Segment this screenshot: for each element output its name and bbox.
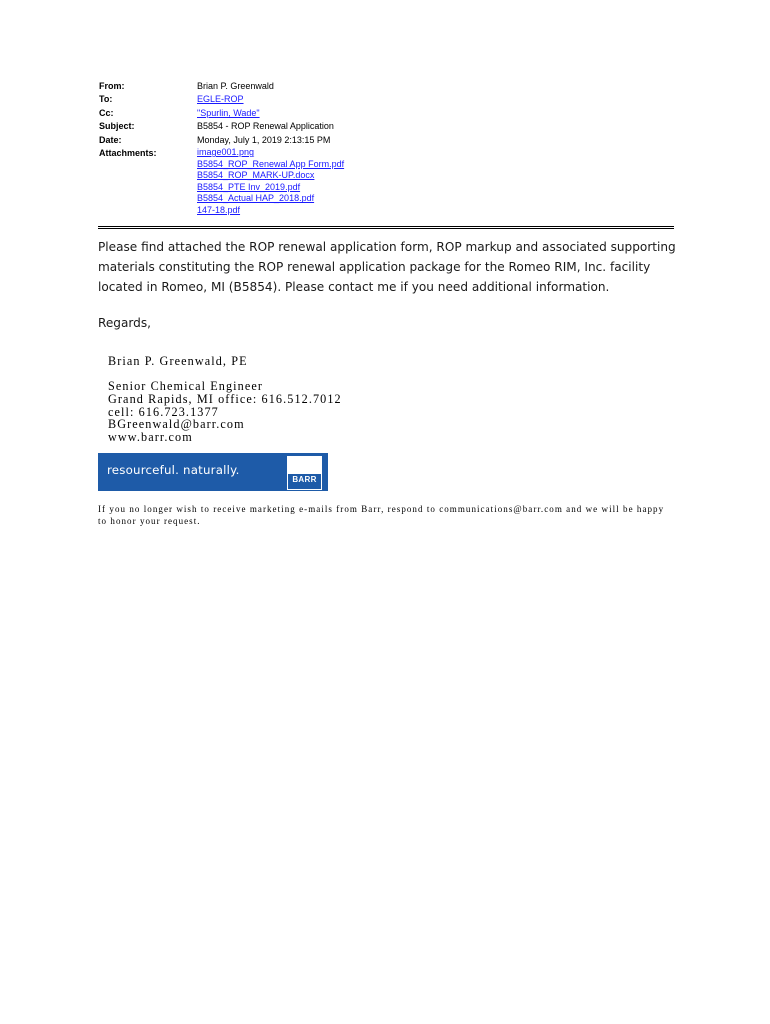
attachment-link[interactable]: B5854_PTE Inv_2019.pdf [197, 181, 301, 192]
email-body-paragraph: Please find attached the ROP renewal application form, ROP markup and associated supporting materials constituting the ROP renewal application package for the Romeo RIM, Inc. facility located in Romeo, MI (B5854). Please contact me if you need additional information. [98, 240, 676, 295]
from-row [99, 80, 679, 93]
signature-office: Grand Rapids, MI office: 616.512.7012 [108, 391, 342, 406]
banner-tagline: resourceful. naturally. [107, 463, 240, 477]
to-row [99, 93, 679, 106]
from-label: From: [99, 81, 125, 91]
signature-title: Senior Chemical Engineer [108, 379, 264, 393]
subject-row [99, 120, 679, 133]
attachment-link[interactable]: 147-18.pdf [197, 205, 241, 215]
header-divider [98, 226, 674, 229]
attachments-label: Attachments: [99, 148, 157, 159]
to-label: To: [99, 94, 113, 105]
date-value: Monday, July 1, 2019 2:13:15 PM [197, 134, 331, 145]
email-header [99, 80, 679, 217]
subject-value: B5854 - ROP Renewal Application [197, 121, 334, 132]
barr-banner [98, 453, 328, 491]
attachment-link[interactable]: B5854_ROP_MARK-UP.docx [197, 170, 315, 181]
date-row [99, 134, 679, 147]
attachment-link[interactable]: image001.png [197, 147, 255, 158]
barr-logo-text: BARR [292, 475, 317, 484]
signature-email: BGreenwald@barr.com [108, 417, 245, 432]
from-value: Brian P. Greenwald [197, 81, 274, 91]
cc-link[interactable]: "Spurlin, Wade" [197, 107, 260, 118]
signature-website: www.barr.com [108, 430, 193, 445]
cc-row [99, 107, 679, 120]
subject-label: Subject: [99, 121, 135, 132]
barr-logo [287, 456, 322, 490]
attachments-list [197, 147, 679, 217]
signature-name: Brian P. Greenwald, PE [108, 354, 248, 368]
date-label: Date: [99, 134, 122, 145]
signature-block [108, 354, 342, 444]
unsubscribe-footer: If you no longer wish to receive marketing e-mails from Barr, respond to communications@barr.com and we will be happy to honor your request. [98, 504, 665, 526]
attachment-link[interactable]: B5854_ROP_Renewal App Form.pdf [197, 158, 345, 169]
attachments-row [99, 147, 679, 217]
signature-cell: cell: 616.723.1377 [108, 404, 219, 419]
attachment-link[interactable]: B5854_Actual HAP_2018.pdf [197, 193, 315, 204]
to-link[interactable]: EGLE-ROP [197, 94, 244, 105]
cc-label: Cc: [99, 107, 114, 118]
regards-text: Regards, [98, 316, 151, 330]
